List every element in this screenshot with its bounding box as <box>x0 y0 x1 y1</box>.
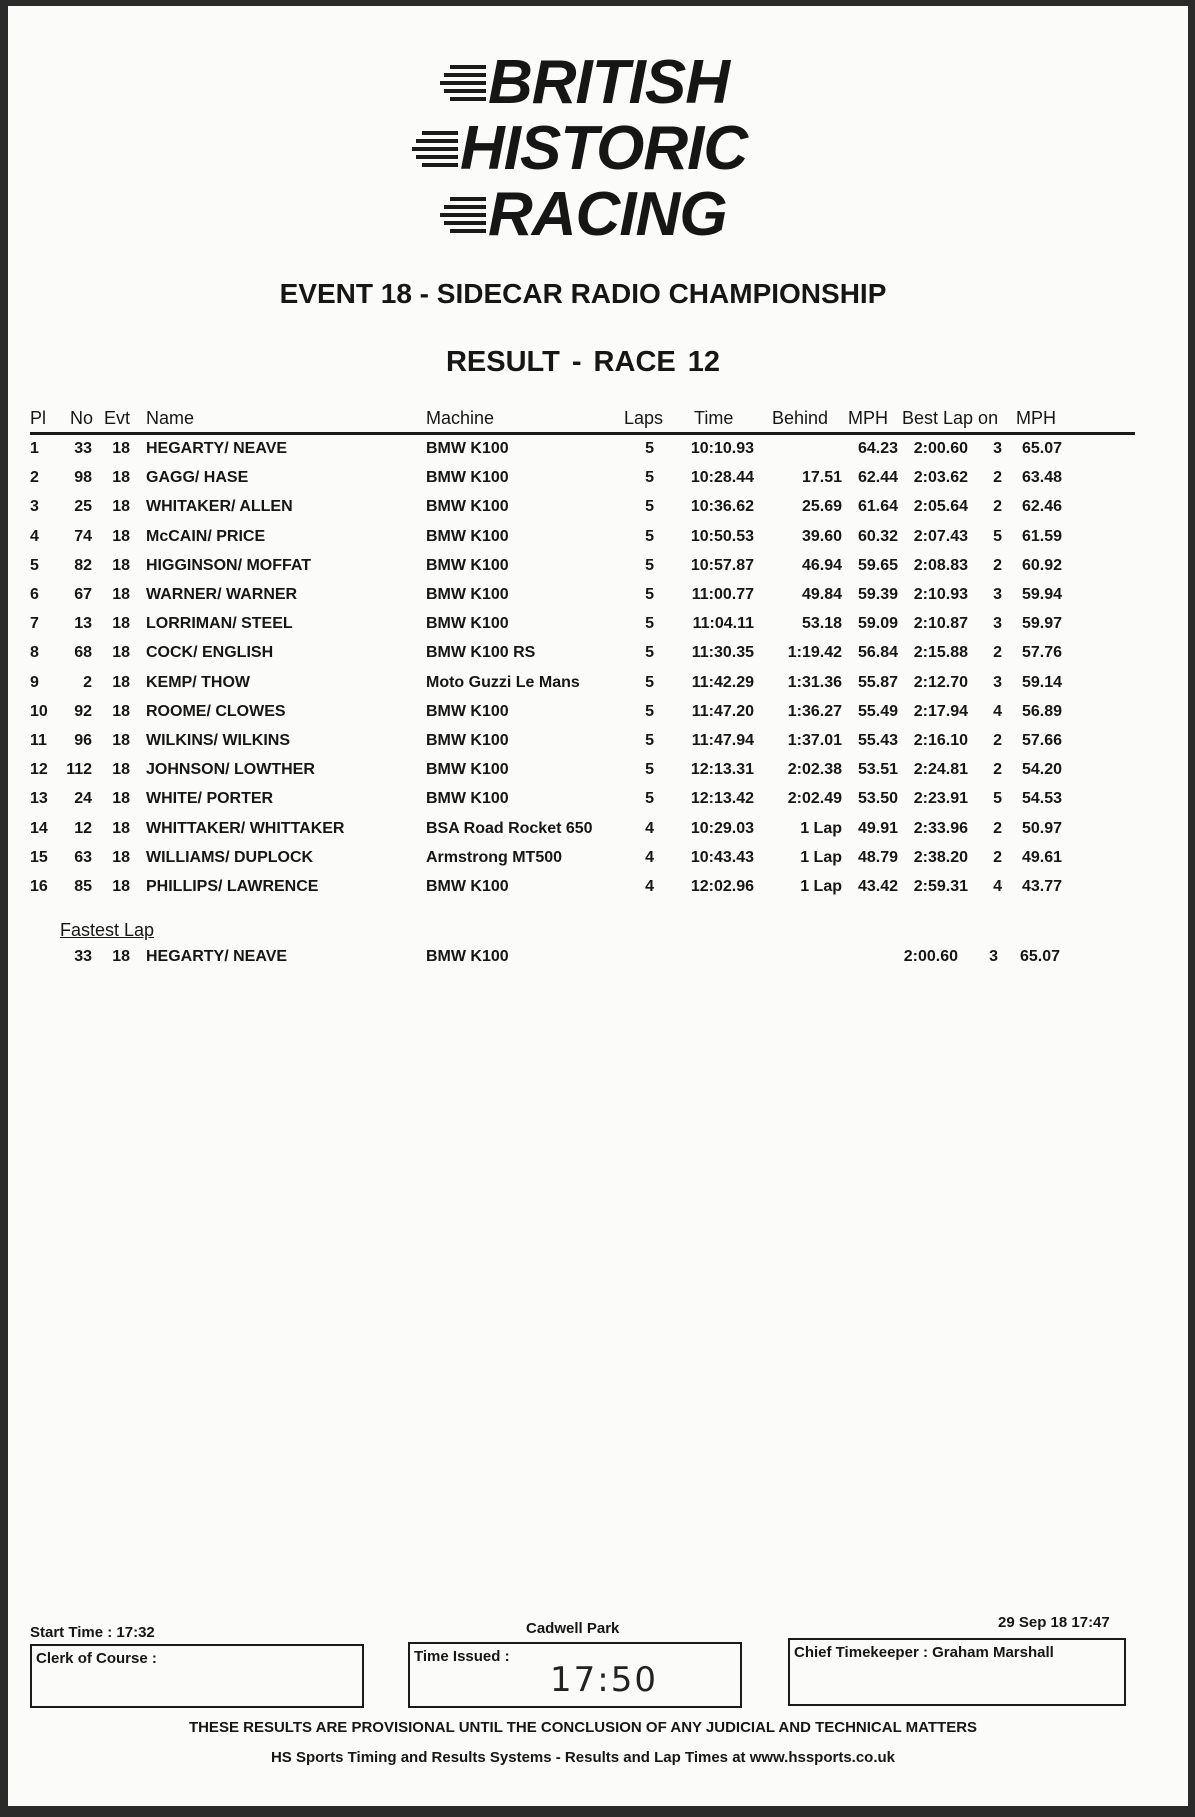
table-row <box>8 703 1188 727</box>
start-time: Start Time : 17:32 <box>30 1624 155 1641</box>
header-rule <box>30 432 1135 435</box>
cell-name: WHITTAKER/ WHITTAKER <box>146 820 345 837</box>
cell-name: HIGGINSON/ MOFFAT <box>146 557 312 574</box>
cell-best-lap: 2:10.93 <box>913 586 968 603</box>
cell-behind: 53.18 <box>801 615 842 632</box>
cell-best-lap: 2:17.94 <box>913 703 968 720</box>
cell-no: 13 <box>74 615 92 632</box>
cell-best-mph: 54.53 <box>1021 790 1062 807</box>
cell-behind: 46.94 <box>801 557 842 574</box>
time-issued-label: Time Issued : <box>414 1648 510 1665</box>
cell-pl: 9 <box>30 674 39 691</box>
cell-name: PHILLIPS/ LAWRENCE <box>146 878 319 895</box>
result-title: RESULT - RACE 12 <box>445 346 721 378</box>
cell-time: 10:28.44 <box>690 469 754 486</box>
cell-no: 24 <box>74 790 92 807</box>
cell-mph: 55.43 <box>857 732 898 749</box>
table-row <box>8 761 1188 785</box>
cell-name: LORRIMAN/ STEEL <box>146 615 293 632</box>
cell-best-lap: 2:05.64 <box>913 498 968 515</box>
cell-laps: 5 <box>645 440 654 457</box>
time-issued-value: 17:50 <box>550 1660 658 1700</box>
cell-mph: 53.51 <box>857 761 898 778</box>
cell-time: 12:02.96 <box>690 878 754 895</box>
chief-timekeeper-label: Chief Timekeeper : Graham Marshall <box>794 1644 1054 1661</box>
cell-on: 5 <box>993 790 1002 807</box>
cell-best-mph: 57.76 <box>1021 644 1062 661</box>
cell-on: 3 <box>993 586 1002 603</box>
fastest-lap-row <box>8 948 1188 972</box>
fastest-lap-machine: BMW K100 <box>426 948 509 965</box>
cell-laps: 5 <box>645 498 654 515</box>
cell-pl: 6 <box>30 586 39 603</box>
cell-on: 2 <box>993 732 1002 749</box>
col-header-machine: Machine <box>426 408 495 428</box>
cell-on: 2 <box>993 557 1002 574</box>
col-header-pl: Pl <box>30 408 47 428</box>
table-row <box>8 790 1188 814</box>
cell-on: 2 <box>993 498 1002 515</box>
logo-line-1 <box>438 50 758 116</box>
cell-mph: 59.65 <box>857 557 898 574</box>
cell-mph: 53.50 <box>857 790 898 807</box>
chief-timekeeper-box <box>788 1638 1126 1706</box>
cell-mph: 49.91 <box>857 820 898 837</box>
cell-evt: 18 <box>112 849 130 866</box>
cell-laps: 5 <box>645 615 654 632</box>
cell-behind: 1:36.27 <box>787 703 842 720</box>
cell-time: 11:47.94 <box>691 732 754 749</box>
speed-lines-icon <box>438 192 486 238</box>
cell-best-mph: 59.94 <box>1021 586 1062 603</box>
cell-name: KEMP/ THOW <box>146 674 250 691</box>
cell-best-mph: 59.97 <box>1021 615 1062 632</box>
cell-on: 3 <box>993 674 1002 691</box>
cell-best-mph: 63.48 <box>1021 469 1062 486</box>
cell-mph: 55.49 <box>857 703 898 720</box>
cell-pl: 5 <box>30 557 39 574</box>
cell-behind: 1:19.42 <box>787 644 842 661</box>
cell-behind: 1 Lap <box>800 849 842 866</box>
col-header-best-lap-on: Best Lap on <box>902 408 999 428</box>
fastest-lap-on: 3 <box>989 948 998 965</box>
cell-laps: 5 <box>645 644 654 661</box>
timing-credit: HS Sports Timing and Results Systems - Results and Lap Times at www.hssports.co.uk <box>270 1749 896 1766</box>
cell-best-mph: 54.20 <box>1021 761 1062 778</box>
cell-behind: 2:02.49 <box>787 790 842 807</box>
cell-on: 4 <box>993 878 1002 895</box>
cell-no: 68 <box>74 644 92 661</box>
cell-behind: 17.51 <box>801 469 842 486</box>
cell-no: 98 <box>74 469 92 486</box>
cell-pl: 8 <box>30 644 39 661</box>
cell-pl: 4 <box>30 528 39 545</box>
results-sheet <box>8 6 1188 1806</box>
cell-pl: 16 <box>30 878 48 895</box>
cell-time: 11:00.77 <box>691 586 754 603</box>
cell-no: 2 <box>83 674 92 691</box>
cell-name: GAGG/ HASE <box>146 469 249 486</box>
cell-machine: BMW K100 <box>426 528 509 545</box>
cell-time: 11:30.35 <box>691 644 754 661</box>
cell-on: 2 <box>993 644 1002 661</box>
cell-no: 96 <box>74 732 92 749</box>
cell-pl: 3 <box>30 498 39 515</box>
cell-behind: 49.84 <box>801 586 842 603</box>
cell-laps: 5 <box>645 732 654 749</box>
cell-machine: BMW K100 <box>426 557 509 574</box>
cell-laps: 5 <box>645 703 654 720</box>
cell-evt: 18 <box>112 644 130 661</box>
cell-best-lap: 2:07.43 <box>913 528 968 545</box>
cell-best-mph: 57.66 <box>1021 732 1062 749</box>
cell-on: 2 <box>993 761 1002 778</box>
cell-best-lap: 2:59.31 <box>913 878 968 895</box>
table-row <box>8 878 1188 902</box>
cell-mph: 55.87 <box>857 674 898 691</box>
cell-machine: BMW K100 <box>426 440 509 457</box>
table-row <box>8 528 1188 552</box>
cell-time: 10:43.43 <box>690 849 754 866</box>
cell-machine: Moto Guzzi Le Mans <box>426 674 580 691</box>
col-header-time: Time <box>694 408 734 428</box>
cell-on: 5 <box>993 528 1002 545</box>
cell-name: McCAIN/ PRICE <box>146 528 266 545</box>
cell-best-lap: 2:15.88 <box>913 644 968 661</box>
cell-mph: 56.84 <box>857 644 898 661</box>
cell-laps: 5 <box>645 790 654 807</box>
cell-best-mph: 43.77 <box>1021 878 1062 895</box>
cell-evt: 18 <box>112 674 130 691</box>
cell-evt: 18 <box>112 790 130 807</box>
cell-on: 3 <box>993 440 1002 457</box>
logo-word: HISTORIC <box>460 114 748 183</box>
cell-no: 12 <box>74 820 92 837</box>
cell-time: 10:36.62 <box>690 498 754 515</box>
cell-best-mph: 49.61 <box>1021 849 1062 866</box>
cell-laps: 5 <box>645 528 654 545</box>
col-header-name: Name <box>146 408 195 428</box>
col-header-laps: Laps <box>624 408 664 428</box>
cell-no: 82 <box>74 557 92 574</box>
cell-mph: 62.44 <box>857 469 898 486</box>
cell-laps: 4 <box>645 820 654 837</box>
cell-laps: 5 <box>645 557 654 574</box>
table-row <box>8 644 1188 668</box>
cell-name: JOHNSON/ LOWTHER <box>146 761 315 778</box>
cell-mph: 61.64 <box>857 498 898 515</box>
col-header-evt: Evt <box>104 408 131 428</box>
cell-best-lap: 2:03.62 <box>913 469 968 486</box>
cell-evt: 18 <box>112 557 130 574</box>
cell-evt: 18 <box>112 761 130 778</box>
cell-behind: 25.69 <box>801 498 842 515</box>
cell-pl: 1 <box>30 440 39 457</box>
cell-pl: 10 <box>30 703 48 720</box>
cell-no: 67 <box>74 586 92 603</box>
col-header-no: No <box>70 408 94 428</box>
cell-mph: 60.32 <box>857 528 898 545</box>
cell-best-mph: 60.92 <box>1021 557 1062 574</box>
cell-no: 112 <box>66 761 92 778</box>
cell-behind: 1:31.36 <box>787 674 842 691</box>
cell-behind: 1 Lap <box>800 820 842 837</box>
cell-on: 2 <box>993 820 1002 837</box>
clerk-of-course-box <box>30 1644 364 1708</box>
cell-mph: 48.79 <box>857 849 898 866</box>
cell-evt: 18 <box>112 615 130 632</box>
fastest-lap-no: 33 <box>74 948 92 965</box>
cell-mph: 59.09 <box>857 615 898 632</box>
cell-name: COCK/ ENGLISH <box>146 644 274 661</box>
time-issued-box <box>408 1642 742 1708</box>
cell-evt: 18 <box>112 440 130 457</box>
fastest-lap-name: HEGARTY/ NEAVE <box>146 948 288 965</box>
cell-time: 11:42.29 <box>691 674 754 691</box>
cell-mph: 59.39 <box>857 586 898 603</box>
speed-lines-icon <box>438 60 486 106</box>
cell-machine: BMW K100 RS <box>426 644 536 661</box>
cell-behind: 39.60 <box>801 528 842 545</box>
cell-no: 33 <box>74 440 92 457</box>
cell-time: 10:57.87 <box>690 557 754 574</box>
cell-best-mph: 62.46 <box>1021 498 1062 515</box>
cell-on: 4 <box>993 703 1002 720</box>
cell-best-mph: 59.14 <box>1021 674 1062 691</box>
cell-best-mph: 65.07 <box>1021 440 1062 457</box>
cell-machine: BMW K100 <box>426 498 509 515</box>
cell-best-lap: 2:24.81 <box>913 761 968 778</box>
cell-pl: 2 <box>30 469 39 486</box>
clerk-of-course-label: Clerk of Course : <box>36 1650 157 1667</box>
cell-on: 2 <box>993 469 1002 486</box>
table-row <box>8 557 1188 581</box>
cell-evt: 18 <box>112 878 130 895</box>
col-header-mph: MPH <box>848 408 888 428</box>
cell-laps: 4 <box>645 878 654 895</box>
cell-time: 12:13.31 <box>690 761 754 778</box>
cell-name: ROOME/ CLOWES <box>146 703 286 720</box>
logo-line-2 <box>410 116 758 182</box>
cell-best-mph: 61.59 <box>1021 528 1062 545</box>
cell-machine: BMW K100 <box>426 878 509 895</box>
cell-time: 11:04.11 <box>692 615 754 632</box>
cell-evt: 18 <box>112 703 130 720</box>
cell-pl: 7 <box>30 615 39 632</box>
cell-time: 10:29.03 <box>690 820 754 837</box>
cell-time: 10:10.93 <box>690 440 754 457</box>
cell-machine: BMW K100 <box>426 469 509 486</box>
logo-line-3 <box>438 182 758 248</box>
bhr-logo <box>438 50 758 248</box>
cell-pl: 14 <box>30 820 48 837</box>
cell-laps: 4 <box>645 849 654 866</box>
cell-name: WARNER/ WARNER <box>146 586 298 603</box>
cell-machine: BMW K100 <box>426 790 509 807</box>
date-time: 29 Sep 18 17:47 <box>998 1614 1110 1631</box>
cell-best-lap: 2:08.83 <box>913 557 968 574</box>
cell-best-mph: 56.89 <box>1021 703 1062 720</box>
fastest-lap-time: 2:00.60 <box>903 948 958 965</box>
table-row <box>8 732 1188 756</box>
cell-no: 74 <box>74 528 92 545</box>
cell-pl: 13 <box>30 790 48 807</box>
logo-word: BRITISH <box>488 48 729 117</box>
cell-pl: 11 <box>30 732 47 749</box>
cell-behind: 1 Lap <box>800 878 842 895</box>
cell-laps: 5 <box>645 586 654 603</box>
cell-laps: 5 <box>645 674 654 691</box>
cell-best-lap: 2:10.87 <box>913 615 968 632</box>
fastest-lap-title: Fastest Lap <box>60 920 155 940</box>
cell-best-lap: 2:23.91 <box>913 790 968 807</box>
cell-behind: 1:37.01 <box>787 732 842 749</box>
table-row <box>8 820 1188 844</box>
table-row <box>8 469 1188 493</box>
cell-machine: BMW K100 <box>426 732 509 749</box>
cell-evt: 18 <box>112 528 130 545</box>
cell-machine: BMW K100 <box>426 761 509 778</box>
cell-no: 63 <box>74 849 92 866</box>
cell-name: WHITAKER/ ALLEN <box>146 498 293 515</box>
cell-on: 3 <box>993 615 1002 632</box>
cell-machine: BMW K100 <box>426 703 509 720</box>
event-title: EVENT 18 - SIDECAR RADIO CHAMPIONSHIP <box>279 278 887 309</box>
cell-time: 12:13.42 <box>690 790 754 807</box>
cell-best-lap: 2:12.70 <box>913 674 968 691</box>
table-row <box>8 849 1188 873</box>
fastest-lap-evt: 18 <box>112 948 130 965</box>
cell-no: 25 <box>74 498 92 515</box>
fastest-lap-mph: 65.07 <box>1019 948 1060 965</box>
cell-on: 2 <box>993 849 1002 866</box>
cell-machine: Armstrong MT500 <box>426 849 563 866</box>
cell-name: WILLIAMS/ DUPLOCK <box>146 849 314 866</box>
disclaimer: THESE RESULTS ARE PROVISIONAL UNTIL THE CONCLUSION OF ANY JUDICIAL AND TECHNICAL MATTERS <box>188 1719 978 1736</box>
cell-behind: 2:02.38 <box>787 761 842 778</box>
cell-evt: 18 <box>112 498 130 515</box>
cell-name: HEGARTY/ NEAVE <box>146 440 288 457</box>
cell-time: 11:47.20 <box>691 703 754 720</box>
col-header-behind: Behind <box>772 408 829 428</box>
table-row <box>8 615 1188 639</box>
cell-no: 92 <box>74 703 92 720</box>
cell-best-lap: 2:16.10 <box>913 732 968 749</box>
cell-name: WHITE/ PORTER <box>146 790 274 807</box>
venue: Cadwell Park <box>526 1620 620 1637</box>
cell-time: 10:50.53 <box>690 528 754 545</box>
cell-pl: 12 <box>30 761 48 778</box>
cell-evt: 18 <box>112 469 130 486</box>
cell-best-mph: 50.97 <box>1021 820 1062 837</box>
table-row <box>8 674 1188 698</box>
cell-laps: 5 <box>645 469 654 486</box>
logo-word: RACING <box>488 180 727 249</box>
table-row <box>8 586 1188 610</box>
table-row <box>8 498 1188 522</box>
cell-best-lap: 2:00.60 <box>913 440 968 457</box>
cell-mph: 64.23 <box>857 440 898 457</box>
cell-name: WILKINS/ WILKINS <box>146 732 290 749</box>
cell-laps: 5 <box>645 761 654 778</box>
cell-pl: 15 <box>30 849 48 866</box>
cell-evt: 18 <box>112 586 130 603</box>
cell-evt: 18 <box>112 732 130 749</box>
speed-lines-icon <box>410 126 458 172</box>
cell-machine: BMW K100 <box>426 615 509 632</box>
cell-best-lap: 2:33.96 <box>913 820 968 837</box>
cell-machine: BMW K100 <box>426 586 509 603</box>
cell-machine: BSA Road Rocket 650 <box>426 820 593 837</box>
cell-evt: 18 <box>112 820 130 837</box>
col-header-best-mph: MPH <box>1016 408 1056 428</box>
cell-best-lap: 2:38.20 <box>913 849 968 866</box>
cell-no: 85 <box>74 878 92 895</box>
table-row <box>8 440 1188 464</box>
cell-mph: 43.42 <box>857 878 898 895</box>
